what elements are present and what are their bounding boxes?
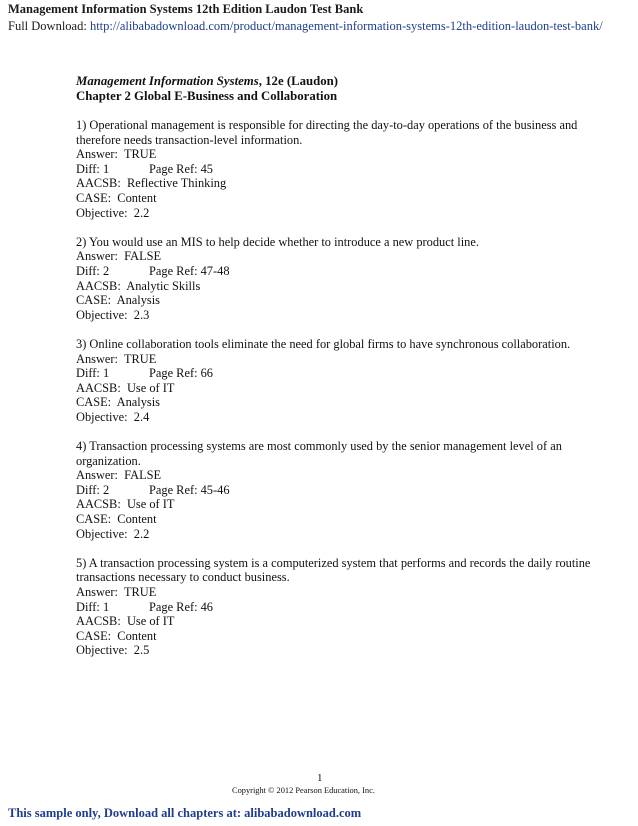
page-ref: Page Ref: 46 bbox=[149, 599, 214, 614]
question-text: 1) Operational management is responsible for directing the day-to-day operations of the business and therefore needs transaction-level information. bbox=[76, 118, 578, 147]
page-header bbox=[8, 1, 633, 35]
aacsb: AACSB: Use of IT bbox=[76, 380, 175, 395]
difficulty-line bbox=[76, 483, 596, 498]
question-text: 4) Transaction processing systems are most commonly used by the senior management level of an organization. bbox=[76, 439, 562, 468]
page-number: 1 bbox=[317, 772, 323, 784]
header-download-line bbox=[8, 18, 633, 35]
page-ref: Page Ref: 45-46 bbox=[149, 482, 230, 497]
difficulty-line bbox=[76, 600, 596, 615]
aacsb: AACSB: Use of IT bbox=[76, 497, 175, 512]
difficulty-line bbox=[76, 366, 596, 381]
difficulty: Diff: 1 bbox=[76, 366, 110, 381]
download-banner[interactable]: This sample only, Download all chapters at: alibabadownload.com bbox=[8, 806, 362, 820]
objective: Objective: 2.2 bbox=[76, 526, 150, 541]
difficulty-line bbox=[76, 264, 596, 279]
question-3 bbox=[76, 337, 596, 425]
difficulty: Diff: 1 bbox=[76, 161, 110, 176]
question-2 bbox=[76, 235, 596, 323]
case: CASE: Content bbox=[76, 512, 157, 527]
question-5 bbox=[76, 556, 596, 658]
difficulty-line bbox=[76, 162, 596, 177]
answer: Answer: TRUE bbox=[76, 351, 157, 366]
answer: Answer: FALSE bbox=[76, 249, 162, 264]
header-title: Management Information Systems 12th Edition Laudon Test Bank bbox=[8, 2, 364, 16]
objective: Objective: 2.5 bbox=[76, 643, 150, 658]
aacsb: AACSB: Use of IT bbox=[76, 614, 175, 629]
copyright-notice: Copyright © 2012 Pearson Education, Inc. bbox=[232, 786, 375, 795]
aacsb: AACSB: Analytic Skills bbox=[76, 278, 201, 293]
question-text: 5) A transaction processing system is a computerized system that performs and records the daily routine transactions necessary to conduct business. bbox=[76, 555, 591, 585]
case: CASE: Content bbox=[76, 628, 157, 643]
question-text: 2) You would use an MIS to help decide whether to introduce a new product line. bbox=[76, 234, 479, 249]
answer: Answer: TRUE bbox=[76, 585, 157, 599]
document-body bbox=[76, 74, 596, 673]
question-text: 3) Online collaboration tools eliminate the need for global firms to have synchronous collaboration. bbox=[76, 336, 571, 351]
page-ref: Page Ref: 66 bbox=[149, 366, 214, 381]
difficulty: Diff: 2 bbox=[76, 482, 110, 497]
download-label: Full Download: bbox=[8, 19, 90, 33]
question-1 bbox=[76, 118, 596, 220]
download-link[interactable]: http://alibabadownload.com/product/management-information-systems-12th-edition-laudon-test-bank/ bbox=[89, 19, 603, 33]
chapter-title: Chapter 2 Global E-Business and Collaboration bbox=[76, 89, 338, 103]
case: CASE: Analysis bbox=[76, 395, 160, 410]
objective: Objective: 2.2 bbox=[76, 205, 150, 220]
difficulty: Diff: 1 bbox=[76, 599, 110, 614]
book-edition: , 12e (Laudon) bbox=[258, 74, 339, 88]
page-ref: Page Ref: 45 bbox=[149, 161, 214, 176]
difficulty: Diff: 2 bbox=[76, 263, 110, 278]
case: CASE: Analysis bbox=[76, 293, 160, 308]
question-4 bbox=[76, 439, 596, 541]
objective: Objective: 2.3 bbox=[76, 307, 150, 322]
book-title bbox=[76, 74, 596, 89]
page-ref: Page Ref: 47-48 bbox=[149, 263, 230, 278]
answer: Answer: FALSE bbox=[76, 468, 162, 483]
answer: Answer: TRUE bbox=[76, 147, 157, 162]
objective: Objective: 2.4 bbox=[76, 409, 150, 424]
book-name: Management Information Systems bbox=[76, 74, 259, 88]
case: CASE: Content bbox=[76, 190, 157, 205]
aacsb: AACSB: Reflective Thinking bbox=[76, 176, 227, 191]
